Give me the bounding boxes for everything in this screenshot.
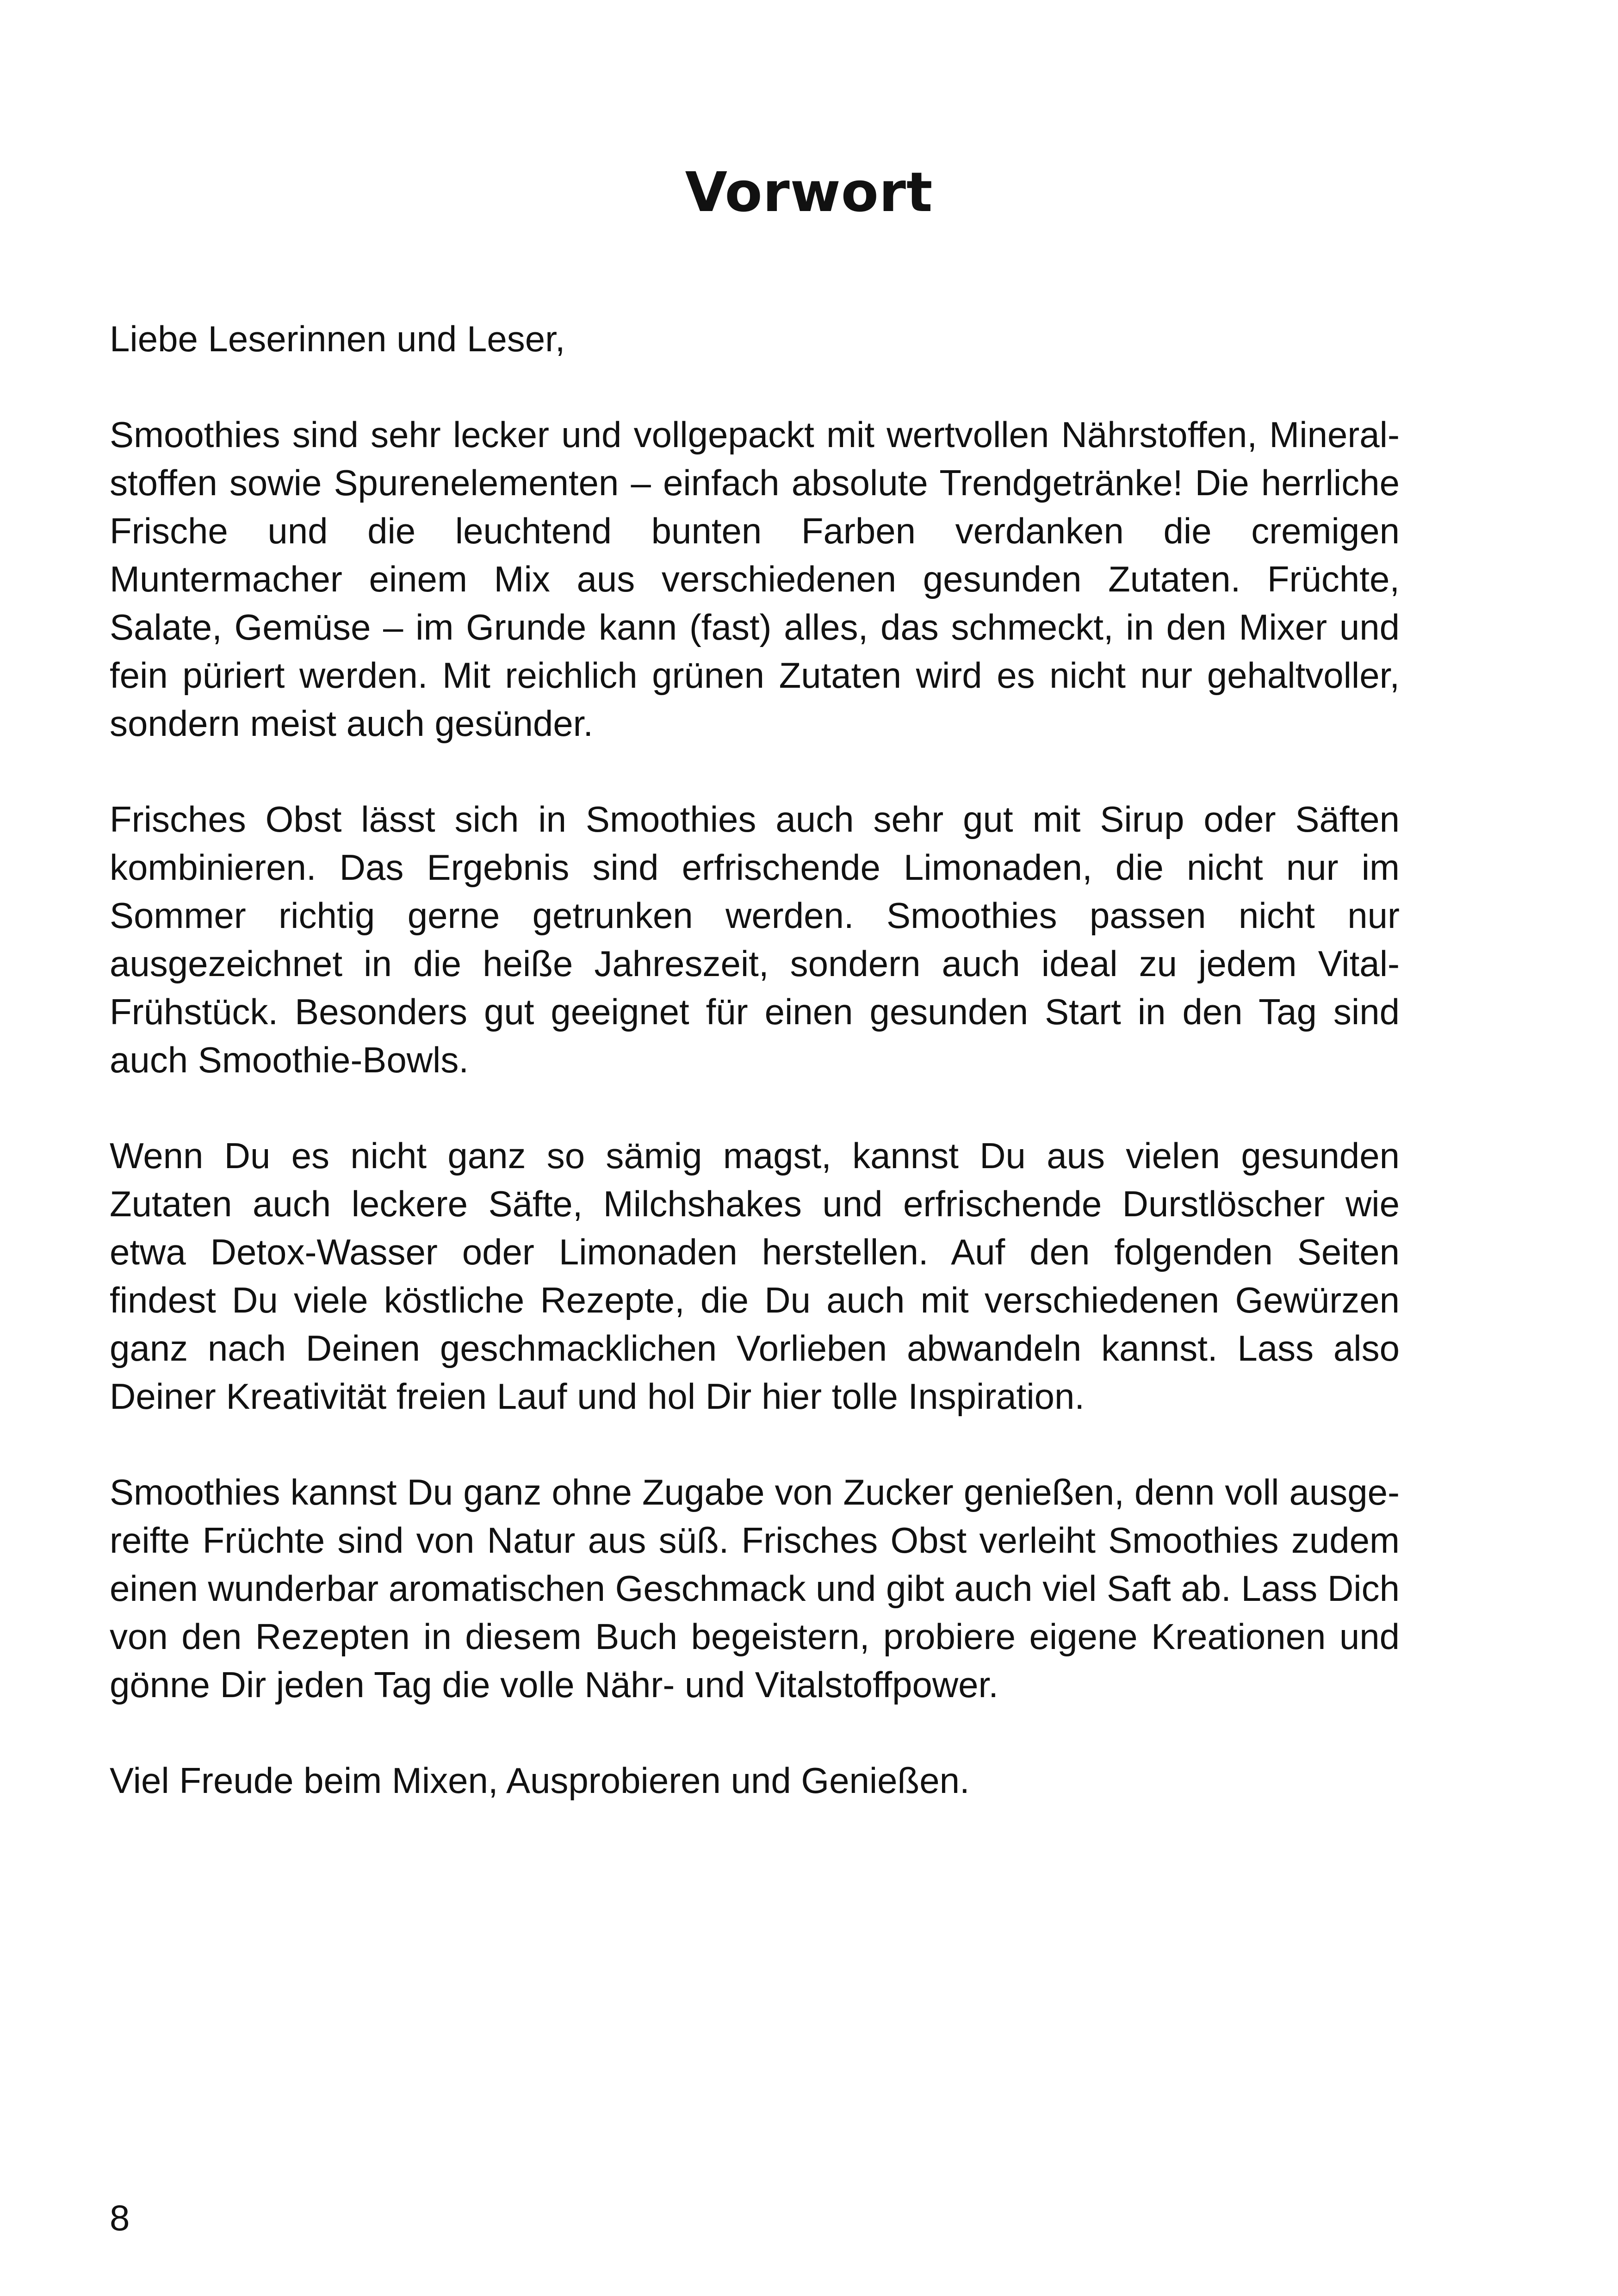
page-title: Vorwort [685,160,933,224]
greeting: Liebe Leserinnen und Leser, [110,318,565,359]
paragraph: Wenn Du es nicht ganz so sämig magst, kannst Du aus vielen gesunden Zutaten auch leckere Säfte, Milchshakes und erfrischende Durstlöscher wie etwa Detox-Wasser oder Limonaden herstellen. Auf den folgenden Seiten findest Du viele köstliche Rezepte, die Du auch mit verschiedenen Gewürzen ganz nach Deinen geschmacklichen Vorlieben abwandeln kannst. Lass also Deiner Kreativität freien Lauf und hol Dir hier tolle Inspiration. [110,1135,1400,1417]
closing-line: Viel Freude beim Mixen, Ausprobieren und Genießen. [110,1760,970,1801]
paragraph: Smoothies sind sehr lecker und vollgepackt mit wertvollen Nährstoffen, Mineralstoffen sowie Spurenelementen – einfach absolute Trendgetränke! Die herrliche Frische und die leuchtend bunten Farben verdanken die cremigen Muntermacher einem Mix aus verschiedenen gesunden Zutaten. Früchte, Salate, Gemüse – im Grunde kann (fast) alles, das schmeckt, in den Mixer und fein püriert werden. Mit reichlich grünen Zutaten wird es nicht nur gehaltvoller, sondern meist auch gesünder. [110,414,1400,744]
page-number: 8 [110,2197,130,2238]
paragraph: Frisches Obst lässt sich in Smoothies auch sehr gut mit Sirup oder Säften kombinieren. Das Ergebnis sind erfrischende Limonaden, die nicht nur im Sommer richtig gerne getrunken werden. Smoothies passen nicht nur ausgezeichnet in die heiße Jahreszeit, sondern auch ideal zu jedem Vital-Frühstück. Besonders gut geeignet für einen gesunden Start in den Tag sind auch Smoothie-Bowls. [110,799,1400,1080]
paragraph: Smoothies kannst Du ganz ohne Zugabe von Zucker genießen, denn voll ausgereifte Früchte sind von Natur aus süß. Frisches Obst verleiht Smoothies zudem einen wunderbar aromatischen Geschmack und gibt auch viel Saft ab. Lass Dich von den Rezepten in diesem Buch begeistern, probiere eigene Kreationen und gönne Dir jeden Tag die volle Nähr- und Vitalstoffpower. [110,1472,1400,1705]
body-text [110,315,1400,1852]
